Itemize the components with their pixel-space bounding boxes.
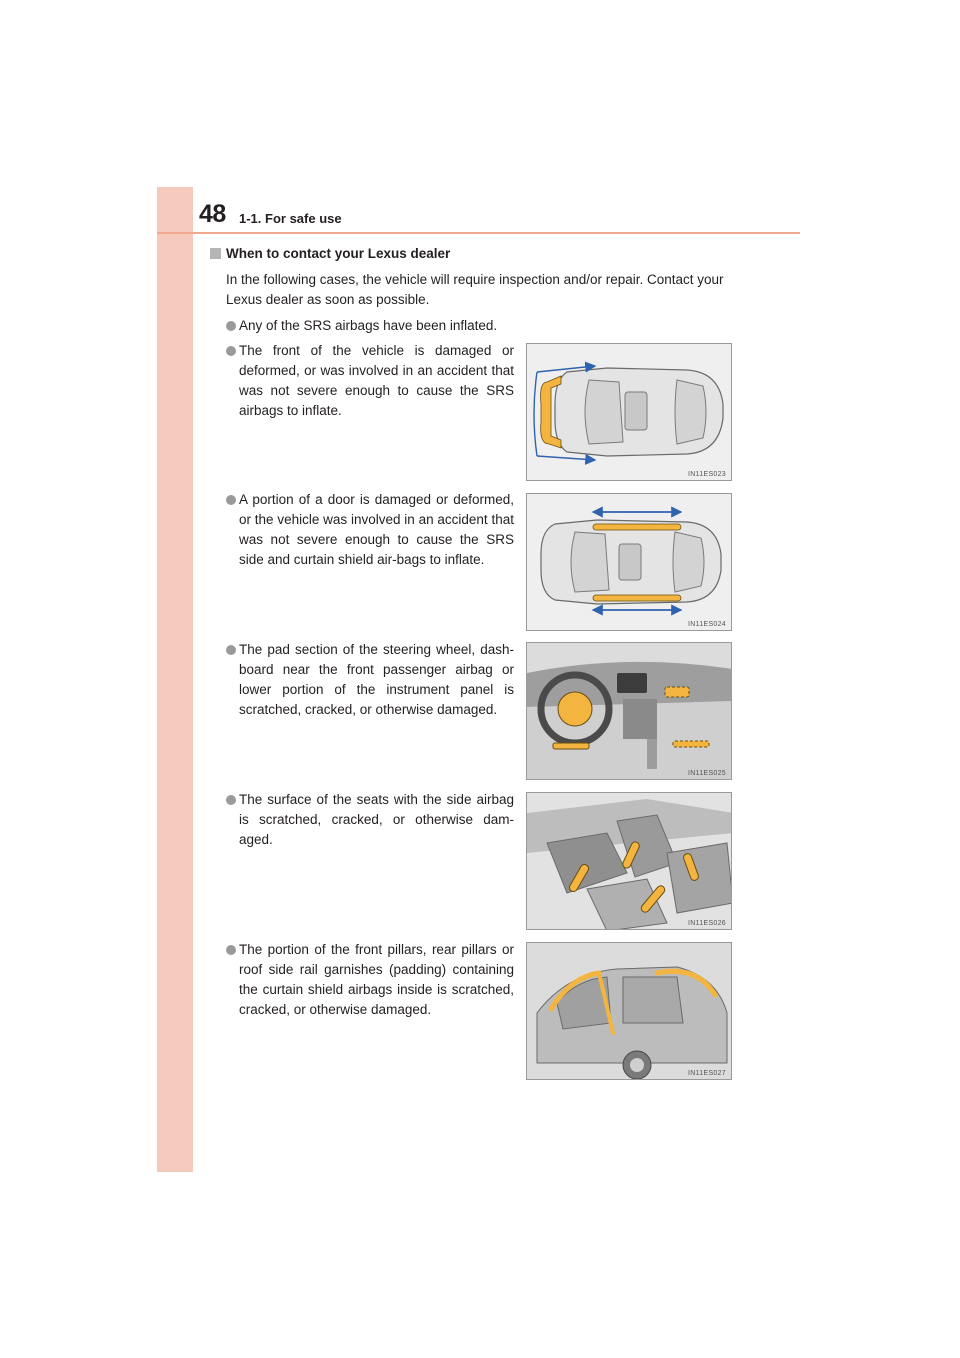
figure-seat-damage	[526, 792, 732, 930]
square-bullet-icon	[210, 248, 221, 259]
list-item: Any of the SRS airbags have been inflated.	[226, 316, 746, 336]
bullet-icon	[226, 346, 236, 356]
list-item: The pad section of the steering wheel, dash-board near the front passenger airbag or lower portion of the instrument panel is scratched, cracked, or otherwise damaged.	[226, 640, 514, 720]
figure-door-damage	[526, 493, 732, 631]
intro-paragraph: In the following cases, the vehicle will require inspection and/or repair. Contact your Lexus dealer as soon as possible.	[226, 272, 724, 307]
figure-pillar-damage	[526, 942, 732, 1080]
bullet-icon	[226, 795, 236, 805]
figure-code: IN11ES027	[688, 1070, 726, 1077]
car-top-view-illustration	[527, 494, 732, 631]
list-item: The front of the vehicle is damaged or deformed, or was involved in an accident that was not severe enough to cause the SRS airbags to inflate.	[226, 341, 514, 421]
car-top-view-illustration	[527, 344, 732, 481]
figure-dashboard-damage	[526, 642, 732, 780]
subheading	[210, 246, 450, 261]
figure-code: IN11ES026	[688, 920, 726, 927]
list-item: The surface of the seats with the side airbag is scratched, cracked, or otherwise dam-aged.	[226, 790, 514, 850]
subheading-text: When to contact your Lexus dealer	[226, 246, 451, 261]
header-rule	[157, 232, 800, 234]
list-item: The portion of the front pillars, rear pillars or roof side rail garnishes (padding) containing the curtain shield airbags inside is scratched, cracked, or otherwise damaged.	[226, 940, 514, 1020]
bullet-icon	[226, 495, 236, 505]
figure-front-damage	[526, 343, 732, 481]
bullet-icon	[226, 321, 236, 331]
figure-code: IN11ES024	[688, 621, 726, 628]
bullet-icon	[226, 645, 236, 655]
figure-code: IN11ES025	[688, 770, 726, 777]
seats-illustration	[527, 793, 732, 930]
side-band	[157, 187, 193, 1172]
figure-code: IN11ES023	[688, 471, 726, 478]
page-number: 48	[199, 200, 226, 228]
bullet-icon	[226, 945, 236, 955]
list-item: A portion of a door is damaged or deformed, or the vehicle was involved in an accident that was not severe enough to cause the SRS side and curtain shield air-bags to inflate.	[226, 490, 514, 570]
section-title: 1-1. For safe use	[239, 211, 342, 226]
pillars-illustration	[527, 943, 732, 1080]
dashboard-illustration	[527, 643, 732, 780]
